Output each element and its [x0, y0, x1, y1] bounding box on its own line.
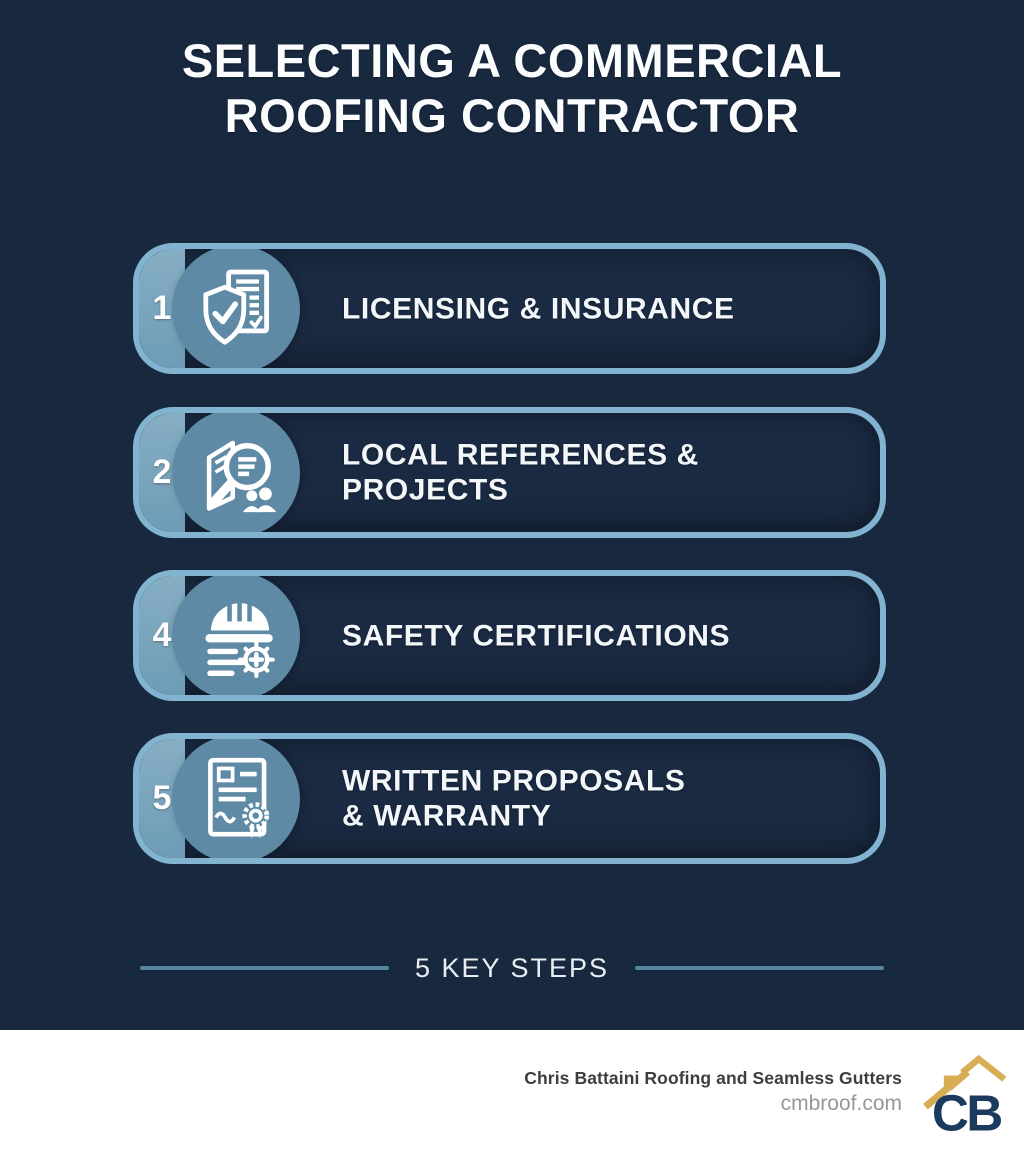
footer [0, 1030, 1024, 1154]
website-url: cmbroof.com [780, 1092, 902, 1115]
step-label-line1: LOCAL REFERENCES & PROJECTS [342, 438, 699, 507]
step-number: 4 [152, 616, 172, 654]
step-card-licensing [133, 243, 886, 374]
step-card-proposals [133, 733, 886, 864]
company-logo [920, 1048, 1008, 1136]
page-title-line1: SELECTING A COMMERCIAL [181, 34, 843, 87]
step-label [342, 437, 864, 508]
page-title-line2: ROOFING CONTRACTOR [224, 88, 800, 142]
step-label-line1: SAFETY CERTIFICATIONS [342, 618, 731, 652]
step-label-line1: WRITTEN PROPOSALS [342, 764, 686, 798]
document-seal-icon [199, 753, 281, 845]
page-title [0, 34, 1024, 144]
magnifier-references-icon [199, 427, 281, 519]
company-name: Chris Battaini Roofing and Seamless Gutters [524, 1068, 902, 1088]
step-number: 5 [152, 779, 172, 817]
shield-check-document-icon [199, 263, 281, 355]
step-label [342, 618, 864, 653]
step-number: 1 [152, 289, 172, 327]
step-card-safety [133, 570, 886, 701]
logo-monogram: CB [931, 1084, 1001, 1136]
step-label-line2: & WARRANTY [342, 799, 552, 833]
divider-line-left [140, 966, 389, 970]
step-label-line1: LICENSING & INSURANCE [342, 291, 735, 325]
step-number: 2 [152, 453, 172, 491]
step-card-references [133, 407, 886, 538]
key-steps-divider [140, 944, 884, 992]
hard-hat-gear-icon [199, 590, 281, 682]
divider-line-right [635, 966, 884, 970]
step-label [342, 763, 864, 834]
step-label [342, 291, 864, 326]
footer-text [524, 1068, 902, 1116]
divider-label: 5 KEY STEPS [414, 952, 610, 983]
